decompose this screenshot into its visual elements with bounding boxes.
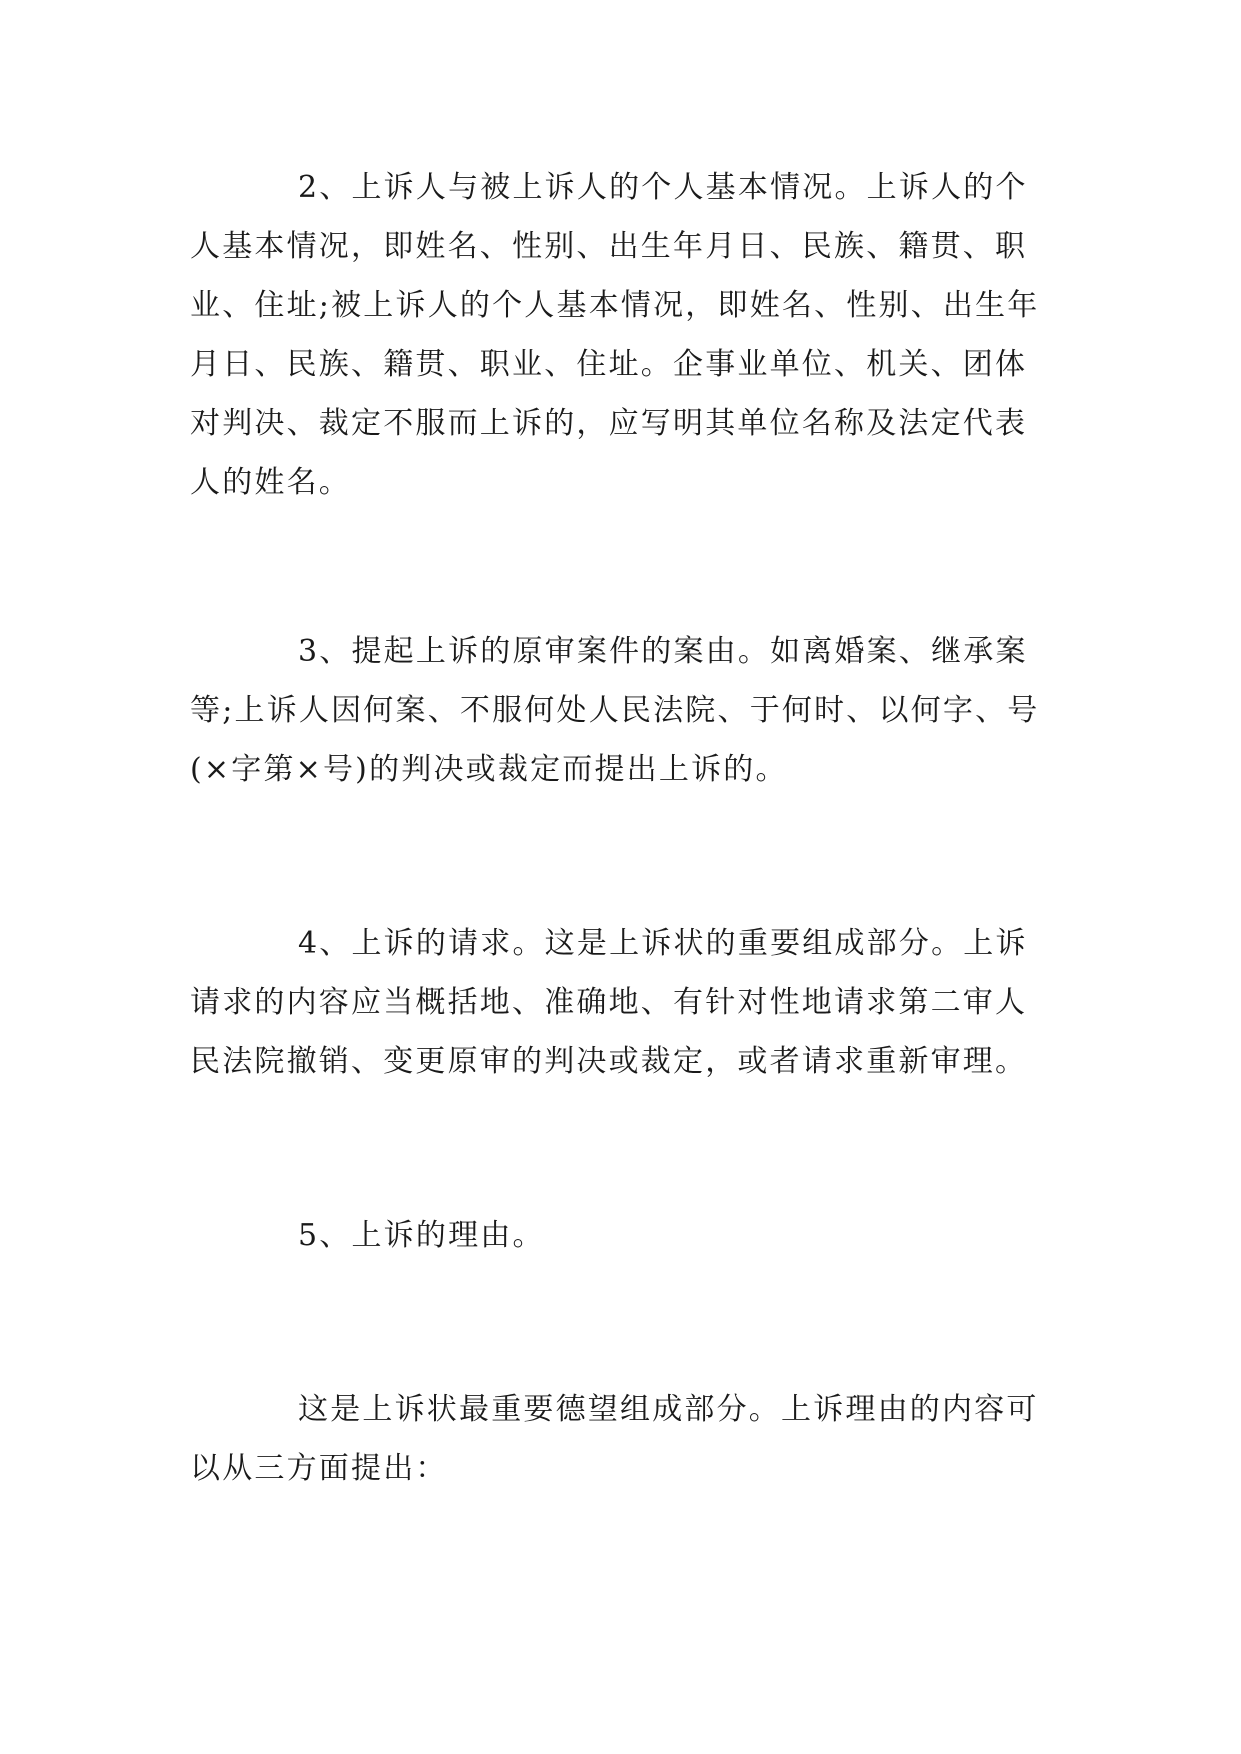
paragraph-appeal-reason-heading: 5、上诉的理由。 [298, 1218, 545, 1253]
paragraph-case-cause: 3、提起上诉的原审案件的案由。如离婚案、继承案等;上诉人因何案、不服何处人民法院、于何时、以何字、号(×字第×号)的判决或裁定而提出上诉的。 [190, 634, 1040, 787]
paragraph-appeal-reason-body: 这是上诉状最重要德望组成部分。上诉理由的内容可以从三方面提出： [190, 1392, 1039, 1486]
paragraph-appeal-request: 4、上诉的请求。这是上诉状的重要组成部分。上诉请求的内容应当概括地、准确地、有针对性地请求第二审人民法院撤销、变更原审的判决或裁定，或者请求重新审理。 [190, 926, 1028, 1079]
paragraph-party-info: 2、上诉人与被上诉人的个人基本情况。上诉人的个人基本情况，即姓名、性别、出生年月日、民族、籍贯、职业、住址;被上诉人的个人基本情况，即姓名、性别、出生年月日、民族、籍贯、职业、住址。企事业单位、机关、团体对判决、裁定不服而上诉的，应写明其单位名称及法定代表人的姓名。 [190, 170, 1040, 500]
